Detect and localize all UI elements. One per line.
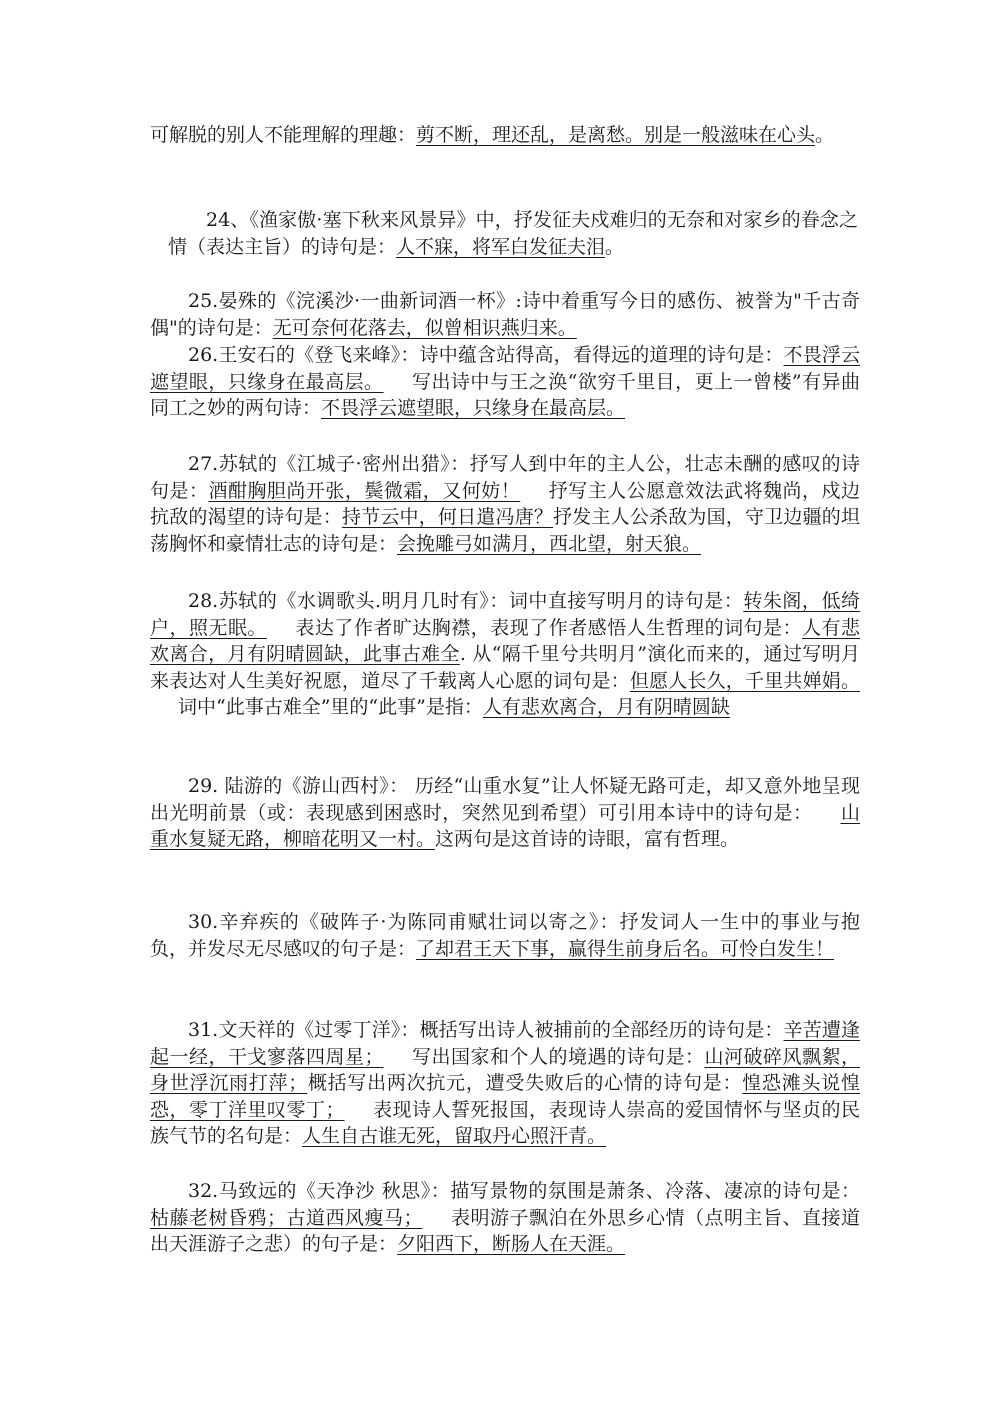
paragraph-24 bbox=[168, 207, 858, 260]
answer-text: 枯藤老树昏鸦；古道西风瘦马； bbox=[150, 1206, 423, 1229]
answer-text: 山重水复疑无路，柳暗花明又一村。 bbox=[150, 801, 860, 850]
question-text: 31.文天祥的《过零丁洋》：概括写出诗人被捕前的全部经历的诗句是： bbox=[188, 1019, 784, 1041]
question-text: 这两句是这首诗的诗眼，富有哲理。 bbox=[435, 828, 740, 850]
question-text: 。 bbox=[815, 124, 835, 146]
answer-text: 无可奈何花落去，似曾相识燕归来。 bbox=[272, 316, 577, 339]
question-text: 30.辛弃疾的《破阵子·为陈同甫赋壮词以寄之》：抒发词人一生中的事业与抱负，并发尽无尽感叹的句子是： bbox=[150, 911, 860, 960]
question-text: 写出诗中与王之涣“欲穷千里目，更上一曾楼”有异曲同工之妙的两句诗： bbox=[150, 370, 860, 419]
paragraph-25 bbox=[150, 288, 860, 341]
question-text: 26.王安石的《登飞来峰》：诗中蕴含站得高，看得远的道理的诗句是： bbox=[188, 344, 784, 366]
answer-text: 转朱阁，低绮户，照无眠。 bbox=[150, 590, 860, 639]
question-text: 28.苏轼的《水调歌头.明月几时有》：词中直接写明月的诗句是： bbox=[188, 590, 744, 612]
answer-text: 不畏浮云遮望眼，只缘身在最高层。 bbox=[150, 344, 860, 393]
answer-text: 人有悲欢离合，月有阴晴圆缺，此事古难全 bbox=[150, 616, 860, 665]
answer-text: 剪不断，理还乱，是离愁。别是一般滋味在心头 bbox=[416, 124, 816, 146]
question-text: 写出国家和个人的境遇的诗句是： bbox=[411, 1045, 705, 1068]
question-text: 抒写主人公愿意效法武将魏尚，戍边抗敌的渴望的诗句是： bbox=[150, 479, 860, 528]
question-text: 24、《渔家傲·塞下秋来风景异》中，抒发征夫戍难归的无奈和对家乡的眷念之情（表达主旨）的诗句是： bbox=[168, 209, 858, 258]
paragraph-30 bbox=[150, 909, 860, 962]
question-text: 词中“此事古难全”里的“此事”是指： bbox=[178, 696, 483, 718]
question-text: 32.马致远的《天净沙 秋思》：描写景物的氛围是萧条、冷落、凄凉的诗句是： bbox=[188, 1180, 860, 1202]
answer-text: 夕阳西下，断肠人在天涯。 bbox=[397, 1233, 626, 1255]
paragraph-26 bbox=[150, 342, 860, 422]
answer-text: 持节云中，何日遣冯唐？ bbox=[341, 506, 554, 528]
question-text: 表达了作者旷达胸襟，表现了作者感悟人生哲理的词句是： bbox=[294, 616, 803, 639]
question-text: 表明游子飘泊在外思乡心情（点明主旨、直接道出天涯游子之悲）的句子是： bbox=[150, 1206, 860, 1255]
paragraph-23-continued bbox=[150, 122, 860, 149]
paragraph-29 bbox=[150, 773, 860, 853]
answer-text: 人不寐，将军白发征夫泪 bbox=[396, 235, 606, 258]
paragraph-27 bbox=[150, 451, 860, 557]
paragraph-32 bbox=[150, 1178, 860, 1258]
question-text: 表现诗人誓死报国，表现诗人崇高的爱国情怀与坚贞的民族气节的名句是： bbox=[150, 1098, 860, 1147]
question-text: 29. 陆游的《游山西村》： 历经“山重水复”让人怀疑无路可走，却又意外地呈现出光明前景（或：表现感到困惑时，突然见到希望）可引用本诗中的诗句是： bbox=[150, 775, 860, 824]
answer-text: 山河破碎风飘絮，身世浮沉雨打萍； bbox=[150, 1045, 860, 1094]
question-text: 抒发主人公杀敌为国，守卫边疆的坦荡胸怀和豪情壮志的诗句是： bbox=[150, 506, 860, 555]
paragraph-28 bbox=[150, 588, 860, 721]
answer-text: 人生自古谁无死，留取丹心照汗青。 bbox=[302, 1125, 607, 1147]
question-text: 25.晏殊的《浣溪沙·一曲新词酒一杯》:诗中着重写今日的感伤、被誉为"千古奇偶"的诗句是： bbox=[150, 290, 860, 339]
answer-text: 辛苦遭逢起一经，干戈寥落四周星； bbox=[150, 1019, 860, 1068]
paragraph-31 bbox=[150, 1017, 860, 1150]
answer-text: 了却君王天下事，赢得生前身后名。可怜白发生！ bbox=[416, 937, 835, 960]
answer-text: 不畏浮云遮望眼，只缘身在最高层。 bbox=[321, 397, 626, 419]
answer-text: 惶恐滩头说惶恐，零丁洋里叹零丁； bbox=[150, 1072, 860, 1121]
question-text: 。 bbox=[605, 235, 625, 258]
question-text: . 从“隔千里兮共明月”演化而来的，通过写明月来表达对人生美好祝愿，道尽了千载离人心愿的词句是： bbox=[150, 643, 860, 692]
question-text: 可解脱的别人不能理解的理趣： bbox=[150, 124, 417, 146]
answer-text: 会挽雕弓如满月，西北望，射天狼。 bbox=[397, 532, 702, 555]
answer-text: 酒酣胸胆尚开张，鬓微霜，又何妨！ bbox=[208, 479, 521, 502]
answer-text: 但愿人长久，千里共婵娟。 bbox=[629, 669, 860, 692]
question-text: 27.苏轼的《江城子·密州出猎》：抒写人到中年的主人公，壮志未酬的感叹的诗句是： bbox=[150, 453, 860, 502]
answer-text: 人有悲欢离合，月有阴晴圆缺 bbox=[482, 696, 730, 718]
question-text: 概括写出两次抗元，遭受失败后的心情的诗句是： bbox=[307, 1072, 743, 1094]
